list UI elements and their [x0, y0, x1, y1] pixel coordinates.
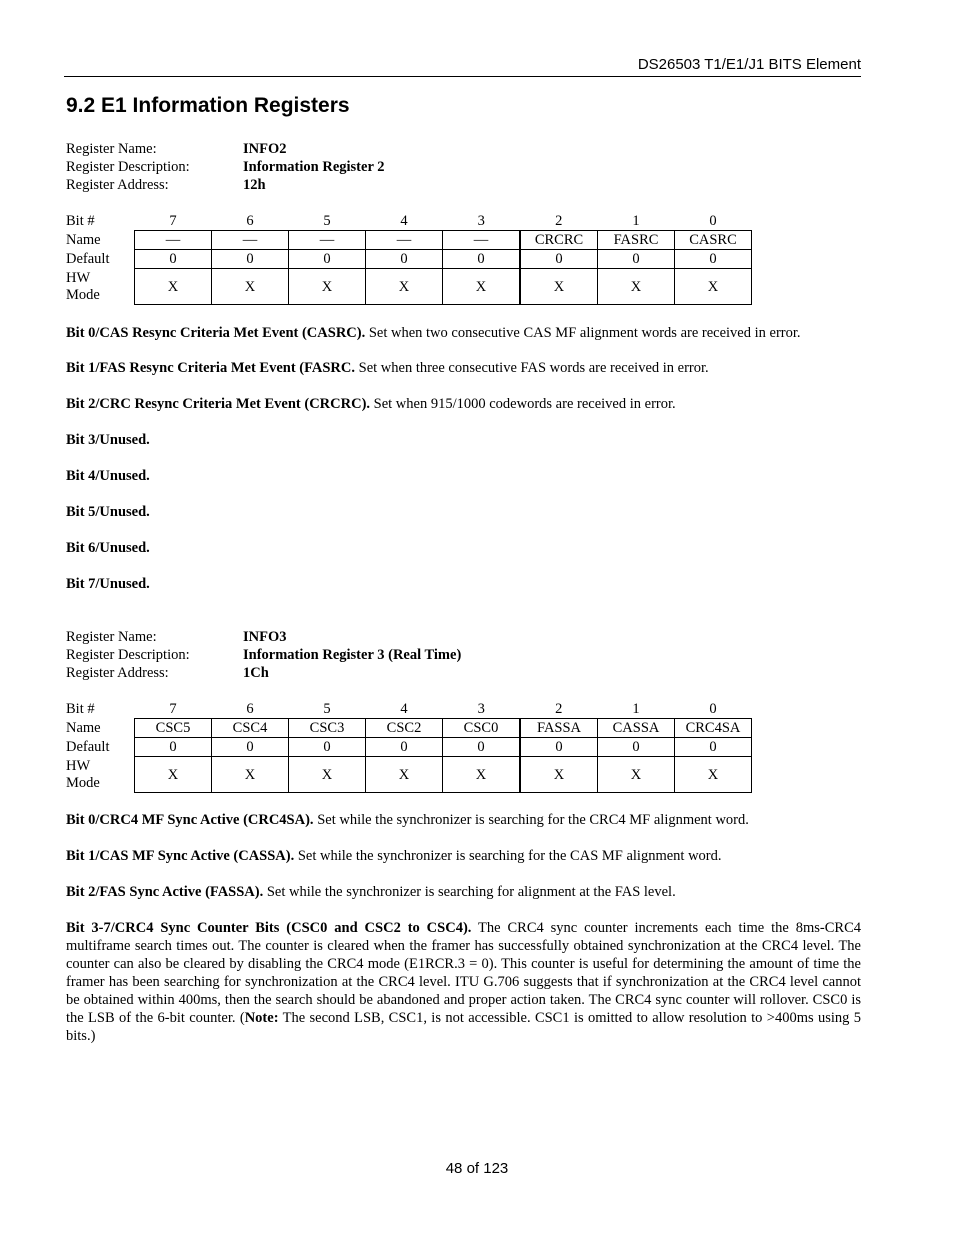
- bit-name: —: [366, 231, 443, 250]
- info3-bit1-description: [66, 847, 861, 865]
- register-description-label: Register Description:: [66, 647, 190, 663]
- bit-number-row: [66, 212, 752, 231]
- bit-number: 3: [477, 213, 485, 229]
- bit-number: 0: [709, 213, 717, 229]
- info3-bits-table: [66, 700, 752, 793]
- bit-hw-mode: X: [135, 269, 212, 305]
- bit-default: 0: [675, 738, 752, 757]
- bit-number-row: [66, 700, 752, 719]
- hw-mode-row: [66, 269, 752, 305]
- bit-title: Bit 7/Unused.: [66, 576, 150, 592]
- bit-number: 2: [555, 701, 563, 717]
- bit-title: Bit 1/CAS MF Sync Active (CASSA).: [66, 848, 295, 864]
- bit-number: 4: [400, 701, 408, 717]
- bit-hw-mode: X: [289, 269, 366, 305]
- hw-label-line1: HW: [66, 757, 91, 774]
- info2-bit3-description: [66, 431, 861, 449]
- bit-hw-mode: X: [520, 269, 598, 305]
- hw-mode-label: [66, 269, 135, 305]
- bit-title: Bit 3-7/CRC4 Sync Counter Bits (CSC0 and CSC2 to CSC4).: [66, 920, 472, 936]
- bit-text: Set while the synchronizer is searching for the CAS MF alignment word.: [294, 848, 722, 864]
- hw-mode-label: [66, 757, 135, 793]
- bit-title: Bit 0/CAS Resync Criteria Met Event (CASRC).: [66, 325, 366, 341]
- bit-hw-mode: X: [366, 757, 443, 793]
- bit-hw-mode: X: [443, 269, 521, 305]
- bit-default: 0: [520, 738, 598, 757]
- default-row: [66, 738, 752, 757]
- register-address-label: Register Address:: [66, 177, 169, 193]
- info2-bit6-description: [66, 539, 861, 557]
- register-name-value: INFO2: [243, 141, 287, 157]
- bit-hw-mode: X: [443, 757, 521, 793]
- bit-number: 1: [632, 213, 640, 229]
- bit-title: Bit 6/Unused.: [66, 540, 150, 556]
- name-row: [66, 231, 752, 250]
- bit-name: FASRC: [598, 231, 675, 250]
- hw-label-line2: Mode: [66, 774, 100, 791]
- name-row: [66, 719, 752, 738]
- bit-number: 4: [400, 213, 408, 229]
- info2-register-info: [66, 140, 385, 194]
- bit-name: CRCRC: [520, 231, 598, 250]
- info3-bit37-description: [66, 919, 861, 1045]
- bit-default: 0: [443, 250, 521, 269]
- bit-text: Set when two consecutive CAS MF alignment words are received in error.: [365, 325, 801, 341]
- bit-default: 0: [135, 250, 212, 269]
- bit-hw-mode: X: [675, 269, 752, 305]
- hw-label-line1: HW: [66, 269, 91, 286]
- bit-hw-mode: X: [598, 757, 675, 793]
- bit-default: 0: [520, 250, 598, 269]
- default-label: Default: [66, 739, 110, 755]
- bit-title: Bit 5/Unused.: [66, 504, 150, 520]
- bit-name: —: [212, 231, 289, 250]
- bit-number-label: Bit #: [66, 213, 95, 230]
- bit-number: 0: [709, 701, 717, 717]
- bit-title: Bit 3/Unused.: [66, 432, 150, 448]
- hw-label-line2: Mode: [66, 286, 100, 303]
- info2-bits-table: [66, 212, 752, 305]
- bit-default: 0: [675, 250, 752, 269]
- register-description-value: Information Register 3 (Real Time): [243, 647, 462, 663]
- bit-hw-mode: X: [289, 757, 366, 793]
- bit-text: Set while the synchronizer is searching for the CRC4 MF alignment word.: [313, 812, 749, 828]
- bit-text: Set when three consecutive FAS words are received in error.: [355, 360, 709, 376]
- register-name-label: Register Name:: [66, 629, 157, 645]
- info3-bit2-description: [66, 883, 861, 901]
- bit-text: The CRC4 sync counter increments each time the 8ms-CRC4 multiframe search times out. The counter is cleared when the framer has successfully obtained synchronization at the CRC4 level. The counter can also be cleared by disabling the CRC4 mode (E1RCR.3 = 0). This counter is useful for determining the amount of time the framer has been searching for synchronization at the CRC4 level. ITU G.706 suggests that if synchronization at the CRC4 level cannot be obtained within 400ms, then the search should be abandoned and proper action taken. The CRC4 sync counter will rollover. CSC0 is the LSB of the 6-bit counter. (: [66, 920, 861, 1026]
- document-header: DS26503 T1/E1/J1 BITS Element: [637, 56, 861, 73]
- info2-bit2-description: [66, 395, 861, 413]
- bit-number: 5: [323, 213, 331, 229]
- note-text: The second LSB, CSC1, is not accessible. CSC1 is omitted to allow resolution to >400ms using 5 bits.): [66, 1010, 861, 1044]
- bit-number: 6: [246, 213, 254, 229]
- register-address-value: 1Ch: [243, 665, 269, 681]
- bit-name: CRC4SA: [675, 719, 752, 738]
- bit-name: FASSA: [520, 719, 598, 738]
- bit-number: 7: [169, 213, 177, 229]
- bit-title: Bit 1/FAS Resync Criteria Met Event (FASRC.: [66, 360, 356, 376]
- bit-default: 0: [366, 738, 443, 757]
- info2-bit7-description: [66, 575, 861, 593]
- header-rule: [64, 76, 861, 77]
- bit-default: 0: [212, 738, 289, 757]
- bit-name: CSC5: [135, 719, 212, 738]
- bit-name: CSC3: [289, 719, 366, 738]
- register-name-label: Register Name:: [66, 141, 157, 157]
- bit-default: 0: [135, 738, 212, 757]
- bit-name: —: [135, 231, 212, 250]
- default-label: Default: [66, 251, 110, 267]
- bit-default: 0: [212, 250, 289, 269]
- bit-name: CASRC: [675, 231, 752, 250]
- bit-number: 2: [555, 213, 563, 229]
- bit-name: CASSA: [598, 719, 675, 738]
- info2-bit0-description: [66, 324, 861, 342]
- bit-default: 0: [289, 250, 366, 269]
- bit-name: —: [443, 231, 521, 250]
- bit-title: Bit 2/FAS Sync Active (FASSA).: [66, 884, 264, 900]
- bit-title: Bit 2/CRC Resync Criteria Met Event (CRCRC).: [66, 396, 371, 412]
- hw-mode-row: [66, 757, 752, 793]
- bit-hw-mode: X: [366, 269, 443, 305]
- default-row: [66, 250, 752, 269]
- bit-default: 0: [443, 738, 521, 757]
- info3-register-info: [66, 628, 461, 682]
- register-name-value: INFO3: [243, 629, 287, 645]
- bit-hw-mode: X: [135, 757, 212, 793]
- info2-bit1-description: [66, 359, 861, 377]
- bit-title: Bit 0/CRC4 MF Sync Active (CRC4SA).: [66, 812, 314, 828]
- bit-text: Set while the synchronizer is searching for alignment at the FAS level.: [263, 884, 676, 900]
- bit-number: 3: [477, 701, 485, 717]
- bit-number: 6: [246, 701, 254, 717]
- register-description-label: Register Description:: [66, 159, 190, 175]
- bit-text: Set when 915/1000 codewords are received in error.: [370, 396, 676, 412]
- bit-name: CSC4: [212, 719, 289, 738]
- bit-name: —: [289, 231, 366, 250]
- bit-number: 7: [169, 701, 177, 717]
- bit-number: 5: [323, 701, 331, 717]
- register-address-value: 12h: [243, 177, 266, 193]
- register-description-value: Information Register 2: [243, 159, 385, 175]
- bit-hw-mode: X: [520, 757, 598, 793]
- bit-default: 0: [598, 250, 675, 269]
- register-address-label: Register Address:: [66, 665, 169, 681]
- bit-hw-mode: X: [598, 269, 675, 305]
- name-label: Name: [66, 232, 101, 248]
- page-number: 48 of 123: [445, 1160, 509, 1177]
- bit-number: 1: [632, 701, 640, 717]
- bit-hw-mode: X: [675, 757, 752, 793]
- bit-number-label: Bit #: [66, 701, 95, 718]
- info2-bit4-description: [66, 467, 861, 485]
- bit-title: Bit 4/Unused.: [66, 468, 150, 484]
- note-label: Note:: [244, 1010, 279, 1026]
- info3-bit0-description: [66, 811, 861, 829]
- bit-name: CSC2: [366, 719, 443, 738]
- bit-default: 0: [289, 738, 366, 757]
- bit-default: 0: [366, 250, 443, 269]
- bit-name: CSC0: [443, 719, 521, 738]
- name-label: Name: [66, 720, 101, 736]
- bit-hw-mode: X: [212, 269, 289, 305]
- info2-bit5-description: [66, 503, 861, 521]
- bit-default: 0: [598, 738, 675, 757]
- bit-hw-mode: X: [212, 757, 289, 793]
- section-title: 9.2 E1 Information Registers: [66, 94, 350, 117]
